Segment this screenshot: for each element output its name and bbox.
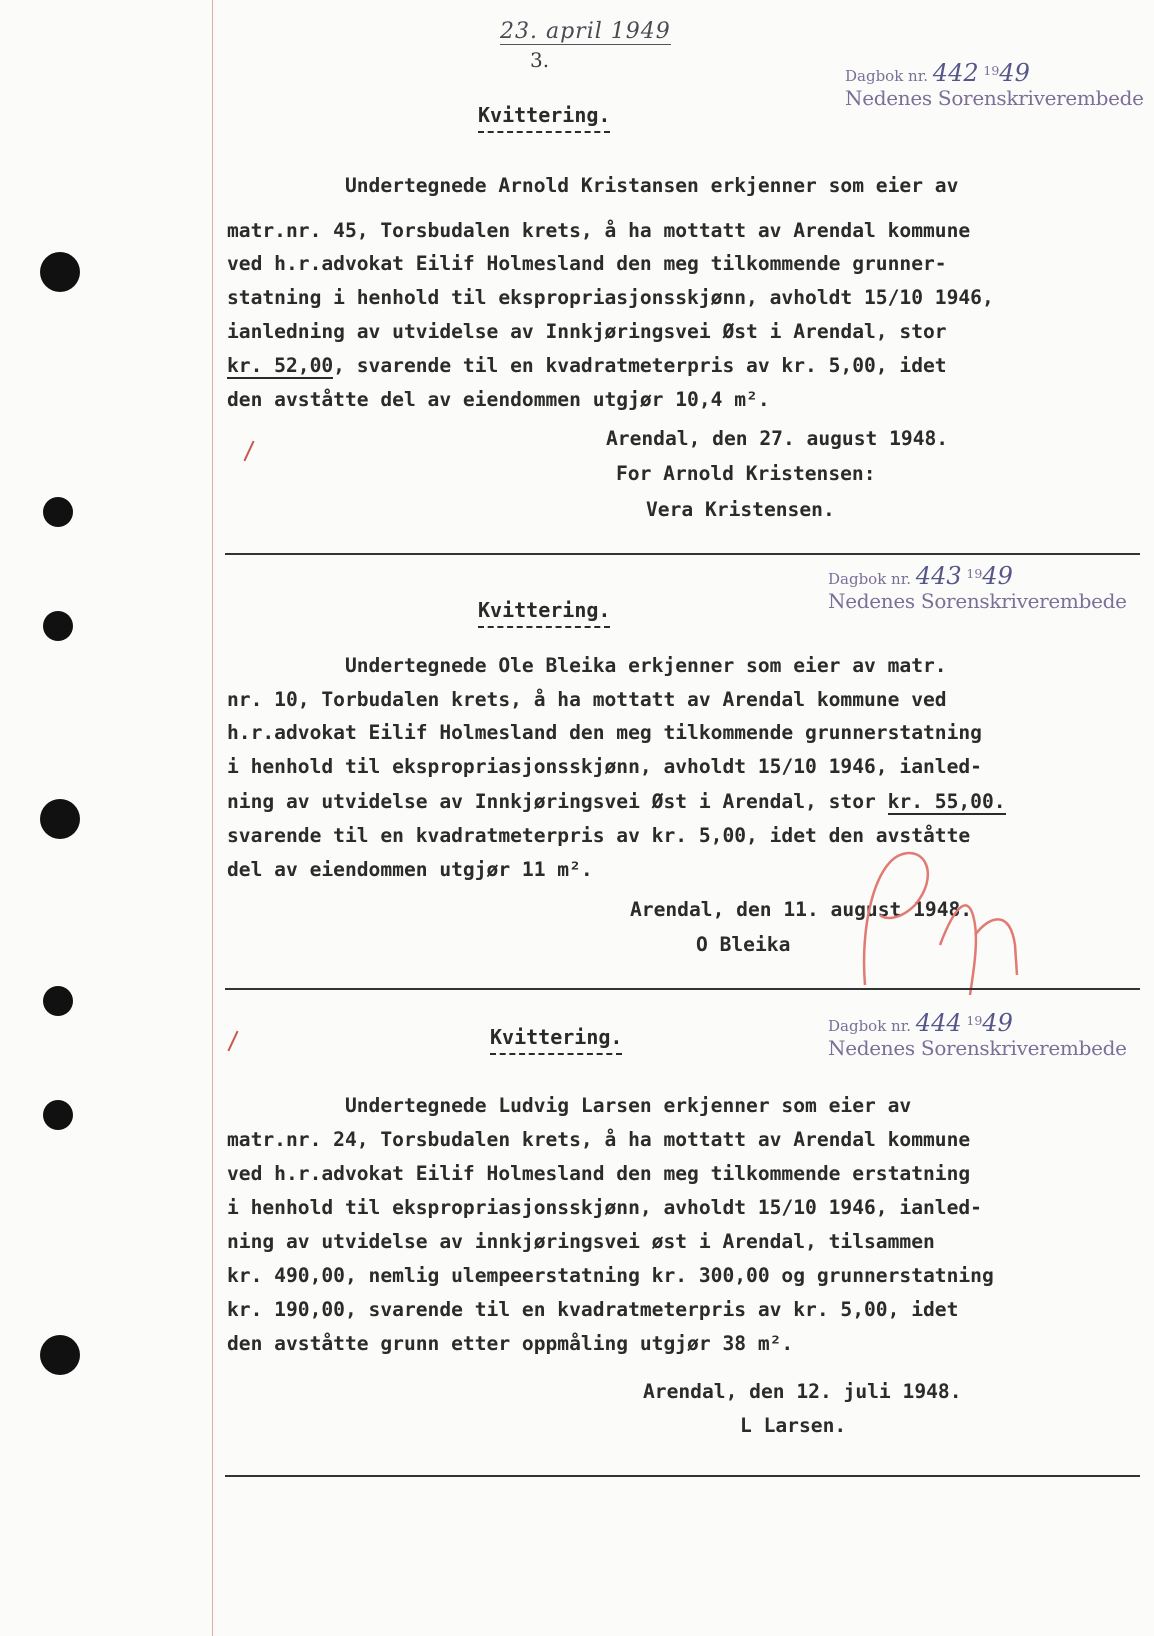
signature-name: Vera Kristensen. (646, 498, 835, 521)
receipt-line: statning i henhold til ekspropriasjonsskjønn, avholdt 15/10 1946, (227, 286, 994, 309)
stamp-year-suffix: 49 (999, 59, 1030, 87)
receipt-line (227, 350, 947, 382)
receipt-line: matr.nr. 45, Torsbudalen krets, å ha mottatt av Arendal kommune (227, 219, 971, 242)
receipt-title: Kvittering. (478, 103, 610, 133)
signature-place-date: Arendal, den 27. august 1948. (606, 427, 949, 450)
stamp-number: 443 (915, 562, 962, 590)
receipt-amount: kr. 55,00. (887, 790, 1006, 813)
receipt-amount: kr. 52,00 (227, 354, 334, 377)
margin-line (212, 0, 213, 1636)
stamp-year-suffix: 49 (982, 1009, 1013, 1037)
red-initials-stroke (975, 919, 1017, 975)
binder-hole (43, 497, 73, 527)
signature-place-date: Arendal, den 12. juli 1948. (643, 1380, 962, 1403)
stamp-office: Nedenes Sorenskriverembede (828, 1036, 1127, 1060)
signature-place-date: Arendal, den 11. august 1948. (630, 898, 973, 921)
stamp-year-prefix: 19 (966, 566, 983, 581)
stamp-label: Dagbok nr. (828, 570, 912, 588)
stamp-year-prefix: 19 (966, 1013, 983, 1028)
stamp-label: Dagbok nr. (845, 67, 929, 85)
signature-line: For Arnold Kristensen: (616, 462, 876, 485)
stamp-year-prefix: 19 (983, 63, 1000, 78)
signature-name: L Larsen. (740, 1414, 847, 1437)
receipt-line: svarende til en kvadratmeterpris av kr. 5,00, idet den avståtte (227, 824, 971, 847)
binder-hole (40, 1335, 80, 1375)
stamp-number: 442 (932, 59, 979, 87)
section-divider (225, 1475, 1140, 1477)
handwritten-date: 23. april 1949 (500, 19, 671, 44)
stamp-office: Nedenes Sorenskriverembede (828, 589, 1127, 613)
receipt-line: ianledning av utvidelse av Innkjøringsvei Øst i Arendal, stor (227, 320, 947, 343)
receipt-line-start: ning av utvidelse av Innkjøringsvei Øst i Arendal, stor (227, 790, 888, 813)
receipt-line: ved h.r.advokat Eilif Holmesland den meg tilkommende erstatning (227, 1162, 971, 1185)
receipt-line: den avståtte del av eiendommen utgjør 10,4 m². (227, 388, 770, 411)
section-divider (225, 988, 1140, 990)
red-initials-stroke (940, 905, 976, 995)
receipt-line: den avståtte grunn etter oppmåling utgjør 38 m². (227, 1332, 794, 1355)
stamp-year-suffix: 49 (982, 562, 1013, 590)
registry-stamp (845, 60, 1144, 109)
receipt-line: matr.nr. 24, Torsbudalen krets, å ha mottatt av Arendal kommune (227, 1128, 971, 1151)
binder-hole (43, 1100, 73, 1130)
binder-hole (43, 611, 73, 641)
registry-stamp (828, 563, 1127, 612)
binder-hole (43, 986, 73, 1016)
receipt-line: Undertegnede Arnold Kristansen erkjenner som eier av (227, 174, 959, 197)
binder-hole (40, 252, 80, 292)
check-mark-icon (227, 1031, 238, 1052)
receipt-line: kr. 190,00, svarende til en kvadratmeterpris av kr. 5,00, idet (227, 1298, 959, 1321)
receipt-title: Kvittering. (478, 598, 610, 628)
receipt-line: nr. 10, Torbudalen krets, å ha mottatt av Arendal kommune ved (227, 688, 947, 711)
receipt-line: Undertegnede Ludvig Larsen erkjenner som eier av (227, 1094, 912, 1117)
receipt-line: Undertegnede Ole Bleika erkjenner som eier av matr. (227, 654, 947, 677)
receipt-line: i henhold til ekspropriasjonsskjønn, avholdt 15/10 1946, ianled- (227, 1196, 982, 1219)
signature-name: O Bleika (696, 933, 791, 956)
receipt-line (227, 786, 1006, 818)
receipt-line: ved h.r.advokat Eilif Holmesland den meg tilkommende grunner- (227, 252, 947, 275)
stamp-label: Dagbok nr. (828, 1017, 912, 1035)
red-initials-stroke (864, 853, 928, 985)
page-number: 3. (530, 48, 550, 72)
receipt-line: kr. 490,00, nemlig ulempeerstatning kr. 300,00 og grunnerstatning (227, 1264, 994, 1287)
receipt-line: h.r.advokat Eilif Holmesland den meg tilkommende grunnerstatning (227, 721, 982, 744)
red-initials-mark (845, 835, 1065, 1005)
stamp-number: 444 (915, 1009, 962, 1037)
receipt-line: i henhold til ekspropriasjonsskjønn, avholdt 15/10 1946, ianled- (227, 755, 982, 778)
receipt-title: Kvittering. (490, 1025, 622, 1055)
binder-hole (40, 799, 80, 839)
stamp-office: Nedenes Sorenskriverembede (845, 86, 1144, 110)
check-mark-icon (243, 441, 254, 462)
receipt-line: del av eiendommen utgjør 11 m². (227, 858, 593, 881)
registry-stamp (828, 1010, 1127, 1059)
section-divider (225, 553, 1140, 555)
receipt-line-rest: , svarende til en kvadratmeterpris av kr. 5,00, idet (333, 354, 947, 377)
receipt-line: ning av utvidelse av innkjøringsvei øst i Arendal, tilsammen (227, 1230, 935, 1253)
